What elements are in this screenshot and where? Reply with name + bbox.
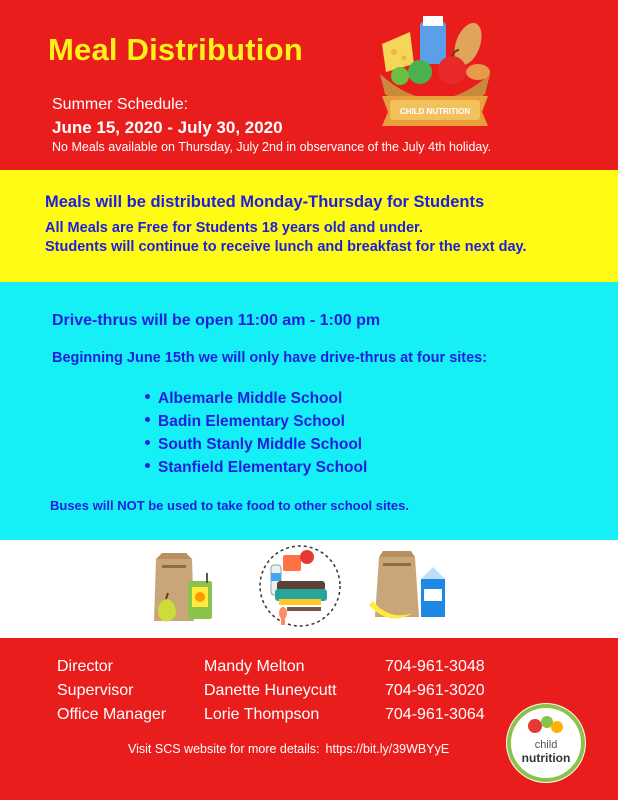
contact-role: Director [57,658,114,675]
bullet-icon [145,440,150,445]
free-meals-note: All Meals are Free for Students 18 years old and under. [45,220,423,236]
bullet-icon [145,394,150,399]
logo-word-child: child [534,739,558,751]
site-name: Stanfield Elementary School [158,459,368,476]
website-link[interactable]: https://bit.ly/39WBYyE [325,742,450,756]
list-item [145,410,367,433]
meal-tray-icon [257,543,343,629]
schedule-note: No Meals available on Thursday, July 2nd in observance of the July 4th holiday. [52,140,492,154]
contact-name: Danette Huneycutt [204,682,337,699]
list-item [145,433,367,456]
contact-phone: 704-961-3048 [385,658,485,675]
contact-name: Lorie Thompson [204,706,320,723]
contact-name: Mandy Melton [204,658,305,675]
contact-role: Supervisor [57,682,134,699]
bullet-icon [145,417,150,422]
bag-banana-milk-icon [367,551,451,623]
contact-phone: 704-961-3020 [385,682,485,699]
buses-note: Buses will NOT be used to take food to other school sites. [50,498,409,513]
drive-thru-hours: Drive-thrus will be open 11:00 am - 1:00 pm [52,312,381,329]
site-name: South Stanly Middle School [158,436,363,453]
contact-phone: 704-961-3064 [385,706,485,723]
schedule-dates: June 15, 2020 - July 30, 2020 [52,118,283,137]
schedule-label: Summer Schedule: [52,96,189,113]
site-name: Badin Elementary School [158,413,345,430]
site-name: Albemarle Middle School [158,390,343,407]
food-basket-logo-icon [360,14,510,134]
lunch-bag-icon [148,551,220,623]
list-item [145,387,367,410]
page-title: Meal Distribution [48,32,303,67]
visit-text: Visit SCS website for more details: [128,742,320,756]
site-list [145,387,367,479]
contact-role: Office Manager [57,706,167,723]
logo-banner-text: CHILD NUTRITION [399,107,471,116]
child-nutrition-logo-icon [505,702,587,784]
list-item [145,456,367,479]
distribution-days-heading: Meals will be distributed Monday-Thursday for Students [45,193,485,211]
next-day-note: Students will continue to receive lunch and breakfast for the next day. [45,239,527,255]
bullet-icon [145,463,150,468]
drive-thru-sites-intro: Beginning June 15th we will only have drive-thrus at four sites: [52,350,488,366]
visit-website-note [128,742,449,756]
logo-word-nutrition: nutrition [521,751,571,765]
